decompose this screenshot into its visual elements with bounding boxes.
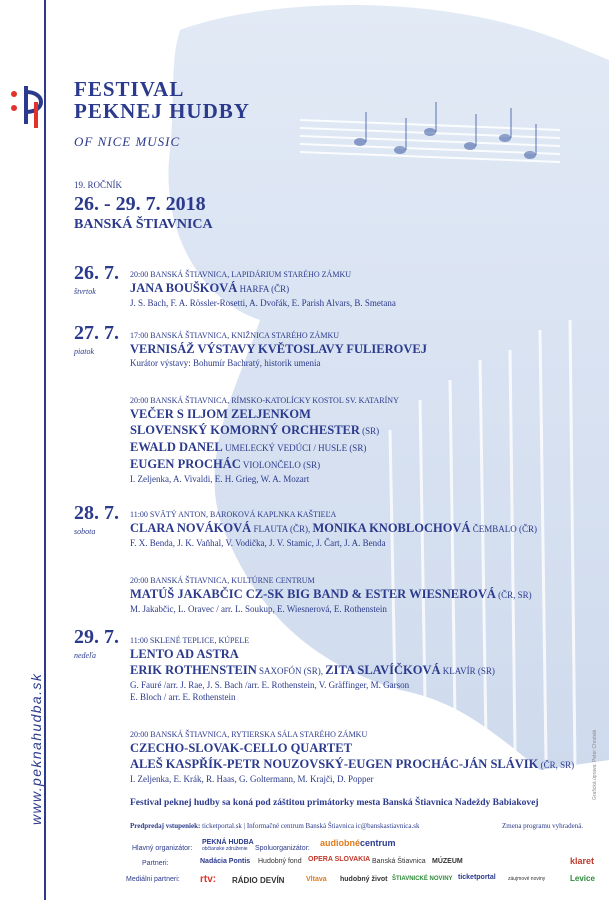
- festival-dates: 26. - 29. 7. 2018: [74, 193, 206, 215]
- day-name: sobota: [74, 527, 96, 536]
- partner-logo: Banská Štiavnica: [372, 858, 426, 865]
- event-performer: CZECHO-SLOVAK-CELLO QUARTET: [130, 741, 352, 755]
- event-performer: EUGEN PROCHÁC VIOLONČELO (SR): [130, 457, 321, 471]
- media-logo: RÁDIO DEVÍN: [232, 876, 285, 885]
- website-vertical[interactable]: www.peknahudba.sk: [28, 672, 44, 825]
- event-venue: 20:00 BANSKÁ ŠTIAVNICA, KULTÚRNE CENTRUM: [130, 576, 315, 585]
- event-4: [130, 510, 600, 549]
- event-6: [130, 636, 600, 703]
- co-organizer-logo-2: centrum: [360, 838, 396, 848]
- media-logo: ŠTIAVNICKÉ NOVINY: [392, 876, 453, 882]
- media-logo: Vltava: [306, 876, 327, 883]
- co-organizer-label: Spoluorganizátor:: [255, 845, 310, 852]
- event-venue: 20:00 BANSKÁ ŠTIAVNICA, RYTIERSKA SÁLA STARÉHO ZÁMKU: [130, 730, 368, 739]
- event-1: [130, 270, 600, 309]
- media-logo: Levice: [570, 874, 595, 883]
- main-organizer-logo: PEKNÁ HUDBA občianske združenie: [202, 839, 254, 852]
- event-program: Kurátor výstavy: Bohumír Bachratý, historik umenia: [130, 358, 321, 368]
- event-performer: LENTO AD ASTRA: [130, 647, 239, 661]
- event-program: I. Zeljenka, E. Krák, R. Haas, G. Goltermann, M. Krajči, D. Popper: [130, 774, 374, 784]
- festival-logo-icon: [6, 82, 58, 130]
- media-logo: rtv:: [200, 874, 217, 885]
- day-name: štvrtok: [74, 287, 96, 296]
- event-performer: ALEŠ KASPŘÍK-PETR NOUZOVSKÝ-EUGEN PROCHÁC-JÁN SLÁVIK (ČR, SR): [130, 757, 575, 771]
- event-3: [130, 396, 600, 485]
- event-program: E. Bloch / arr. E. Rothenstein: [130, 692, 236, 702]
- partner-logo: Nadácia Pontis: [200, 858, 251, 865]
- day-date: 26. 7.: [74, 262, 119, 284]
- media-logo: záujmové noviny: [508, 876, 546, 882]
- side-rule: [44, 0, 46, 900]
- day-29: [74, 626, 119, 660]
- day-date: 27. 7.: [74, 322, 119, 344]
- event-program: I. Zeljenka, A. Vivaldi, E. H. Grieg, W. A. Mozart: [130, 474, 310, 484]
- event-program: J. S. Bach, F. A. Rössler-Rosetti, A. Dvořák, E. Parish Alvars, B. Smetana: [130, 298, 396, 308]
- patronage-note: Festival peknej hudby sa koná pod záštitou primátorky mesta Banská Štiavnica Nadeždy Babiakovej: [130, 798, 539, 808]
- event-program: F. X. Benda, J. K. Vaňhal, V. Vodička, J. V. Stamic, J. Čart, J. A. Benda: [130, 538, 386, 548]
- event-venue: 20:00 BANSKÁ ŠTIAVNICA, RÍMSKO-KATOLÍCKY KOSTOL SV. KATARÍNY: [130, 396, 399, 405]
- event-program: G. Fauré /arr. J. Rae, J. S. Bach /arr. E. Rothenstein, V. Gräffinger, M. Garson: [130, 680, 410, 690]
- event-performer: MATÚŠ JAKABČIC CZ-SK BIG BAND & ESTER WIESNEROVÁ (ČR, SR): [130, 587, 532, 601]
- event-program: M. Jakabčic, L. Oravec / arr. L. Soukup, E. Wiesnerová, E. Rothenstein: [130, 604, 387, 614]
- festival-title: [74, 78, 250, 122]
- day-name: piatok: [74, 347, 94, 356]
- event-venue: 11:00 SKLENÉ TEPLICE, KÚPELE: [130, 636, 250, 645]
- event-venue: 11:00 SVÄTÝ ANTON, BAROKOVÁ KAPLNKA KAŠTIEĽA: [130, 510, 337, 519]
- event-performer: ERIK ROTHENSTEIN SAXOFÓN (SR), ZITA SLAVÍČKOVÁ KLAVÍR (SR): [130, 663, 495, 677]
- co-organizer-logo-1: audiobné: [320, 838, 360, 848]
- event-2: [130, 331, 600, 369]
- festival-subtitle: OF NICE MUSIC: [74, 134, 181, 149]
- partner-logo: MÚZEUM: [432, 858, 463, 865]
- partner-logo: klaret: [570, 856, 595, 866]
- event-7: [130, 730, 600, 785]
- event-venue: 17:00 BANSKÁ ŠTIAVNICA, KNIŽNICA STARÉHO ZÁMKU: [130, 331, 339, 340]
- event-performer: JANA BOUŠKOVÁ HARFA (ČR): [130, 281, 290, 295]
- program-changes-note: Zmena programu vyhradená.: [502, 822, 584, 830]
- partners-label: Partneri:: [142, 860, 169, 867]
- day-26: [74, 262, 119, 296]
- event-performer: VEČER S ILJOM ZELJENKOM: [130, 407, 311, 421]
- event-performer: VERNISÁŽ VÝSTAVY KVĚTOSLAVY FULIEROVEJ: [130, 342, 427, 356]
- tickets-info: Predpredaj vstupeniek: ticketportal.sk | Informačné centrum Banská Štiavnica ic@banskastiavnica.sk: [130, 822, 420, 830]
- edition-label: 19. ROČNÍK: [74, 180, 123, 190]
- partner-logo: OPERA SLOVAKIA: [308, 856, 371, 863]
- partner-logo: Hudobný fond: [258, 858, 302, 865]
- event-performer: SLOVENSKÝ KOMORNÝ ORCHESTER (SR): [130, 423, 380, 437]
- tickets-link[interactable]: ticketportal.sk | Informačné centrum Banská Štiavnica ic@banskastiavnica.sk: [202, 822, 420, 830]
- event-5: [130, 576, 600, 615]
- media-logo: ticketportal: [458, 874, 496, 881]
- day-28: [74, 502, 119, 536]
- festival-city: BANSKÁ ŠTIAVNICA: [74, 217, 213, 232]
- festival-title-line1: FESTIVAL: [74, 77, 185, 101]
- event-venue: 20:00 BANSKÁ ŠTIAVNICA, LAPIDÁRIUM STARÉHO ZÁMKU: [130, 270, 351, 279]
- day-name: nedeľa: [74, 651, 97, 660]
- day-27: [74, 322, 119, 356]
- main-organizer-label: Hlavný organizátor:: [132, 845, 193, 852]
- day-date: 29. 7.: [74, 626, 119, 648]
- media-partners-label: Mediálni partneri:: [126, 876, 180, 883]
- festival-title-line2: PEKNEJ HUDBY: [74, 99, 250, 123]
- day-date: 28. 7.: [74, 502, 119, 524]
- event-performer: CLARA NOVÁKOVÁ FLAUTA (ČR), MONIKA KNOBLOCHOVÁ ČEMBALO (ČR): [130, 521, 537, 535]
- design-credit: Grafická úprava: Peter Chrobák: [592, 729, 598, 800]
- event-performer: EWALD DANEL UMELECKÝ VEDÚCI / HUSLE (SR): [130, 440, 367, 454]
- media-logo: hudobný život: [340, 876, 388, 883]
